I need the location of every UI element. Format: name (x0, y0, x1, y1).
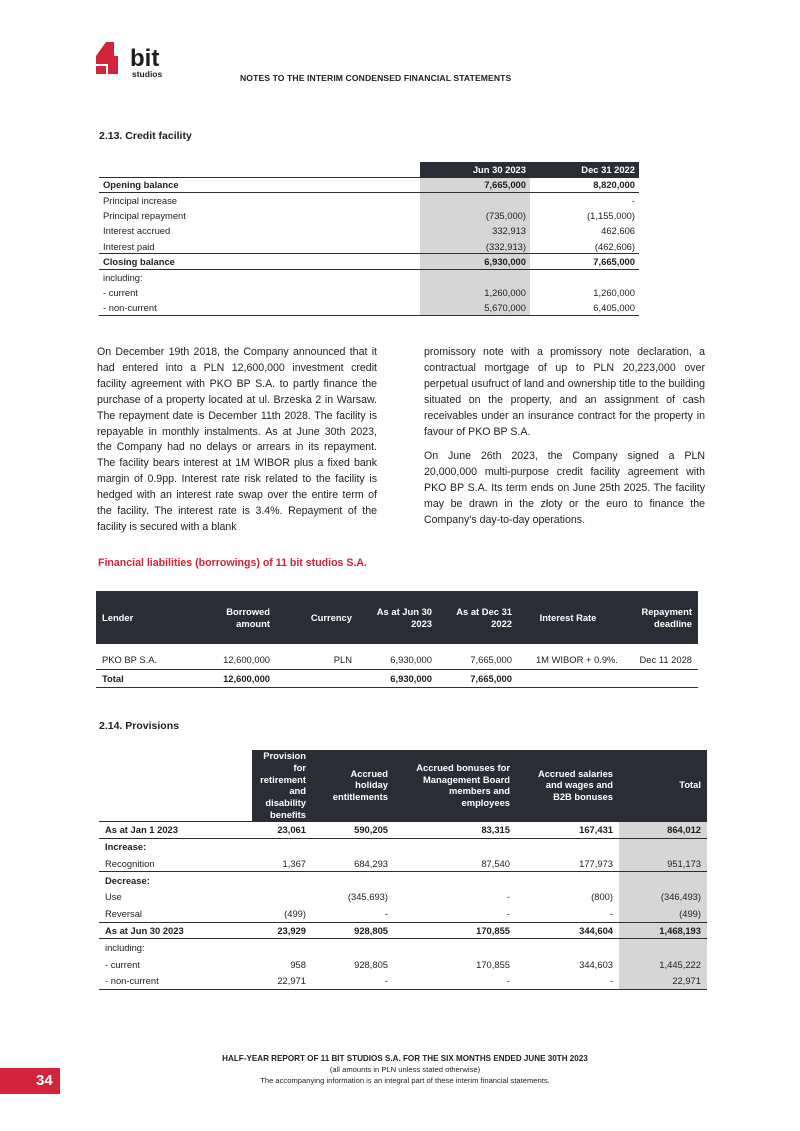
table-row (96, 651, 698, 669)
column-header: Accrued salaries and wages and B2B bonuses (516, 750, 619, 821)
table-row (99, 972, 707, 989)
footer-report-title: HALF-YEAR REPORT OF 11 BIT STUDIOS S.A. FOR THE SIX MONTHS ENDED JUNE 30TH 2023 (222, 1054, 588, 1063)
cell-value: 83,315 (394, 821, 516, 838)
provisions-table (99, 750, 707, 990)
cell-value: 8,820,000 (530, 177, 639, 192)
credit-facility-table (99, 162, 639, 316)
cell-value: (332,913) (420, 239, 530, 254)
cell-value: 6,405,000 (530, 300, 639, 315)
cell-value: 12,600,000 (223, 654, 270, 666)
text-column-right (424, 345, 705, 538)
cell-value: (462,606) (594, 240, 635, 252)
cell-value: 928,805 (312, 922, 394, 939)
cell-value (252, 888, 312, 905)
table-row (99, 855, 707, 872)
table-row (99, 821, 707, 838)
column-header: Currency (276, 591, 358, 644)
cell-value: 590,205 (312, 821, 394, 838)
row-label: including: (103, 271, 143, 283)
row-label: Decrease: (105, 874, 150, 886)
cell-value: 958 (290, 958, 306, 970)
cell-value: (345,693) (347, 891, 388, 903)
cell-value: 170,855 (394, 922, 516, 939)
cell-value: 170,855 (476, 958, 510, 970)
cell-value: (346,493) (619, 888, 707, 905)
cell-value: PKO BP S.A. (102, 654, 158, 666)
section-title-provisions: 2.14. Provisions (99, 720, 179, 732)
borrowings-table (96, 591, 698, 688)
row-label: As at Jun 30 2023 (99, 922, 252, 939)
column-header: Repayment deadline (618, 591, 698, 644)
cell-value: - (506, 907, 510, 919)
cell-value: - (384, 907, 388, 919)
paragraph: On June 26th 2023, the Company signed a PLN 20,000,000 multi-purpose credit facility agreement with PKO BP S.A. Its term ends on June 25th 2025. The facility may be drawn in the złoty or the euro to finance the Company's day-to-day operations. (424, 450, 705, 527)
footer-disclaimer: The accompanying information is an integral part of these interim financial statements. (260, 1076, 550, 1085)
column-header: Jun 30 2023 (420, 162, 530, 177)
cell-value: 167,431 (516, 821, 619, 838)
paragraph: On December 19th 2018, the Company announced that it had entered into a PLN 12,600,000 investment credit facility agreement with PKO BP S.A. to partly finance the purchase of a property located at ul. Brzeska 2 in Warsaw. The repayment date is December 11th 2028. The facility is repayable in monthly instalments. As at June 30th 2023, the Company had no delays or arrears in its repayment. The facility bears interest at 1M WIBOR plus a fixed bank margin of 0.9pp. Interest rate risk related to the facility is hedged with an interest rate swap over the entire term of the facility. The interest rate is 3.4%. Repayment of the facility is secured with a blank (97, 346, 377, 533)
logo-text-top: bit (130, 45, 160, 72)
row-label: - non-current (99, 972, 252, 989)
cell-value: Dec 11 2028 (639, 654, 692, 666)
cell-value: 12,600,000 (194, 669, 276, 687)
table-row (99, 254, 639, 269)
cell-value: PLN (333, 654, 352, 666)
table-row (99, 223, 639, 238)
cell-value: - (609, 907, 613, 919)
paragraph: promissory note with a promissory note declaration, a contractual mortgage of up to PLN 20,223,000 over perpetual usufruct of land and ownership title to the building situated on the property, and an assignment of cash receivables under an insurance contract for the property in favour of PKO BP S.A. (424, 346, 705, 438)
cell-value: 1,260,000 (593, 286, 635, 298)
column-header: As at Dec 31 2022 (438, 591, 518, 644)
table-row (99, 300, 639, 315)
row-label: including: (105, 942, 145, 953)
table-row (99, 285, 639, 300)
section-title-credit: 2.13. Credit facility (99, 130, 192, 142)
row-label: As at Jan 1 2023 (99, 821, 252, 838)
cell-value: 177,973 (516, 855, 619, 872)
table-row (99, 905, 707, 922)
table-row (99, 208, 639, 223)
table-header-row (99, 162, 639, 177)
page-header-title: NOTES TO THE INTERIM CONDENSED FINANCIAL STATEMENTS (240, 73, 512, 83)
column-header: Accrued holiday entitlements (312, 750, 394, 821)
table-row (99, 838, 707, 855)
row-label: Use (105, 891, 122, 903)
row-label: - current (105, 958, 140, 970)
cell-value: - (312, 972, 394, 989)
cell-value: 1,367 (252, 855, 312, 872)
cell-value: 6,930,000 (420, 254, 530, 269)
cell-value: - (506, 891, 510, 903)
cell-value: 864,012 (619, 821, 707, 838)
cell-value: (499) (284, 907, 306, 919)
table-row (99, 922, 707, 939)
cell-value: (800) (591, 891, 613, 903)
table-row (99, 239, 639, 254)
cell-value: 1,260,000 (420, 285, 530, 300)
table-row (99, 872, 707, 889)
row-label: Total (96, 669, 194, 687)
column-header: Interest Rate (518, 591, 618, 644)
row-label: Closing balance (99, 254, 420, 269)
row-label: - current (103, 286, 138, 298)
cell-value: (1,155,000) (587, 209, 635, 221)
borrowings-title: Financial liabilities (borrowings) of 11 bit studios S.A. (98, 557, 367, 569)
cell-value: - (631, 194, 635, 206)
logo-mark-icon (96, 42, 188, 86)
footer-note: (all amounts in PLN unless stated otherwise) (329, 1065, 481, 1074)
table-header-row (99, 750, 707, 821)
cell-value: 5,670,000 (420, 300, 530, 315)
row-label: Increase: (105, 841, 147, 853)
table-row (99, 888, 707, 905)
column-header: Total (619, 750, 707, 821)
cell-value: 22,971 (619, 972, 707, 989)
column-header: As at Jun 30 2023 (358, 591, 438, 644)
cell-value: (735,000) (420, 208, 530, 223)
row-label: - non-current (99, 300, 420, 315)
cell-value (530, 269, 639, 284)
column-header: Accrued bonuses for Management Board members and employees (394, 750, 516, 821)
table-row (99, 269, 639, 284)
cell-value: 87,540 (394, 855, 516, 872)
table-row (99, 956, 707, 973)
logo-text-bottom: studios (132, 69, 163, 79)
table-row (99, 177, 639, 192)
cell-value: 1,445,222 (619, 956, 707, 973)
cell-value: 22,971 (252, 972, 312, 989)
cell-value: 6,930,000 (358, 669, 438, 687)
cell-value: 332,913 (420, 223, 530, 238)
cell-value: 928,805 (354, 958, 388, 970)
cell-value (420, 192, 530, 207)
cell-value (420, 269, 530, 284)
company-logo (96, 42, 188, 86)
column-header: Lender (96, 591, 194, 644)
cell-value: 344,603 (579, 958, 613, 970)
cell-value: 23,061 (252, 821, 312, 838)
row-label: Principal repayment (103, 209, 186, 221)
row-label: Recognition (99, 855, 252, 872)
cell-value: 23,929 (252, 922, 312, 939)
table-row (99, 939, 707, 956)
row-label: Reversal (105, 907, 142, 919)
cell-value: 7,665,000 (420, 177, 530, 192)
table-row (99, 192, 639, 207)
cell-value: 462,606 (601, 225, 635, 237)
cell-value: - (394, 972, 516, 989)
cell-value: 1,468,193 (619, 922, 707, 939)
cell-value: 1M WIBOR + 0.9%. (535, 654, 618, 666)
cell-value: 7,665,000 (470, 654, 512, 666)
page-number: 34 (0, 1068, 60, 1094)
column-header: Dec 31 2022 (530, 162, 639, 177)
cell-value: 7,665,000 (438, 669, 518, 687)
text-column-left (97, 345, 377, 545)
cell-value: 951,173 (619, 855, 707, 872)
row-label: Interest paid (103, 240, 155, 252)
row-label: Principal increase (103, 194, 177, 206)
cell-value: 7,665,000 (530, 254, 639, 269)
table-total-row (96, 669, 698, 687)
table-header-row (96, 591, 698, 644)
page-footer (200, 1053, 610, 1086)
column-header: Borrowed amount (194, 591, 276, 644)
row-label: Opening balance (99, 177, 420, 192)
column-header: Provision for retirement and disability benefits (252, 750, 312, 821)
cell-value: 344,604 (516, 922, 619, 939)
cell-value: (499) (619, 905, 707, 922)
row-label: Interest accrued (103, 225, 171, 237)
cell-value: 6,930,000 (390, 654, 432, 666)
cell-value: - (516, 972, 619, 989)
cell-value: 684,293 (312, 855, 394, 872)
